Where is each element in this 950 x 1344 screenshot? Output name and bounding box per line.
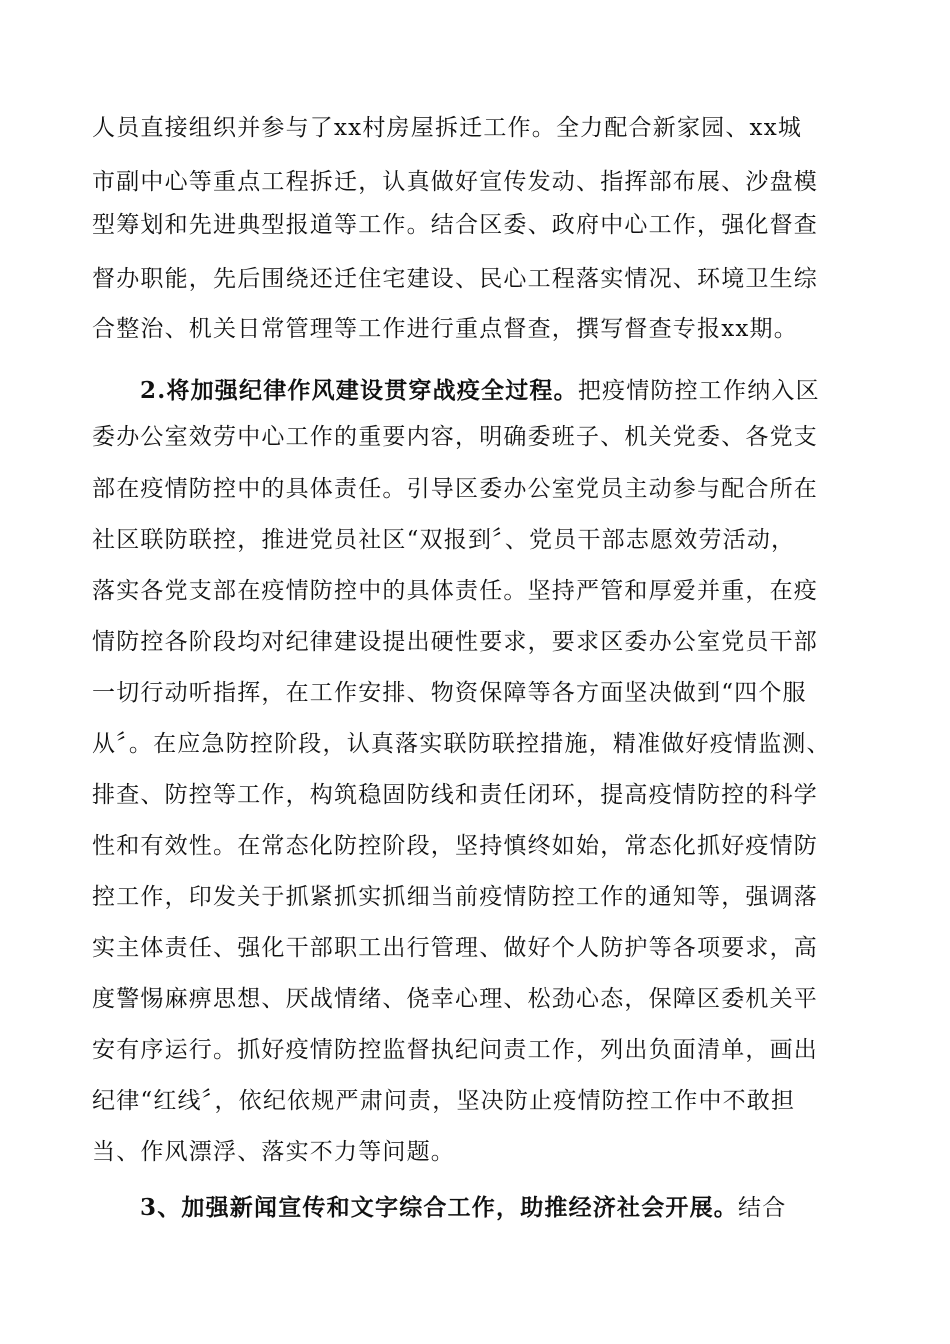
paragraph-2-line-8: 从〞。在应急防控阶段，认真落实联防联控措施，精准做好疫情监测、 [92, 731, 831, 757]
paragraph-2-line-15: 纪律“红线〞，依纪依规严肃问责，坚决防止疫情防控工作中不敢担 [92, 1088, 796, 1114]
paragraph-1-line-2: 市副中心等重点工程拆迁，认真做好宣传发动、指挥部布展、沙盘模 [92, 169, 818, 195]
paragraph-2-line-11: 控工作，印发关于抓紧抓实抓细当前疫情防控工作的通知等，强调落 [92, 884, 818, 910]
paragraph-2-line-7: 一切行动听指挥，在工作安排、物资保障等各方面坚决做到“四个服 [92, 680, 807, 706]
section-2-first-line-rest: 把疫情防控工作纳入区 [577, 378, 820, 404]
paragraph-3-line-1 [140, 1181, 920, 1235]
paragraph-1-line-3: 型筹划和先进典型报道等工作。结合区委、政府中心工作，强化督查 [92, 212, 818, 238]
paragraph-2-line-12: 实主体责任、强化干部职工出行管理、做好个人防护等各项要求，高 [92, 935, 818, 961]
paragraph-2-line-5: 落实各党支部在疫情防控中的具体责任。坚持严管和厚爱并重，在疫 [92, 578, 818, 604]
paragraph-2-line-6: 情防控各阶段均对纪律建设提出硬性要求，要求区委办公室党员干部 [92, 629, 818, 655]
paragraph-2-line-9: 排查、防控等工作，构筑稳固防线和责任闭环，提高疫情防控的科学 [92, 782, 818, 808]
paragraph-1-line-5: 合整治、机关日常管理等工作进行重点督查，撰写督查专报xx期。 [92, 316, 798, 342]
paragraph-2-line-14: 安有序运行。抓好疫情防控监督执纪问责工作，列出负面清单，画出 [92, 1037, 818, 1063]
paragraph-2-line-13: 度警惕麻痹思想、厌战情绪、侥幸心理、松劲心态，保障区委机关平 [92, 986, 818, 1012]
paragraph-2-line-4: 社区联防联控，推进党员社区“双报到〞、党员干部志愿效劳活动， [92, 527, 796, 553]
section-3-heading: 3、加强新闻宣传和文字综合工作，助推经济社会开展。 [140, 1194, 739, 1221]
paragraph-2-line-10: 性和有效性。在常态化防控阶段，坚持慎终如始，常态化抓好疫情防 [92, 833, 818, 859]
section-2-heading: 2.将加强纪律作风建设贯穿战疫全过程。 [140, 377, 578, 404]
paragraph-2-line-3: 部在疫情防控中的具体责任。引导区委办公室党员主动参与配合所在 [92, 476, 818, 502]
paragraph-2-line-2: 委办公室效劳中心工作的重要内容，明确委班子、机关党委、各党支 [92, 424, 818, 450]
paragraph-1-line-4: 督办职能，先后围绕还迁住宅建设、民心工程落实情况、环境卫生综 [92, 266, 818, 292]
paragraph-2-line-16: 当、作风漂浮、落实不力等问题。 [92, 1139, 455, 1165]
paragraph-1-line-1: 人员直接组织并参与了xx村房屋拆迁工作。全力配合新家园、xx城 [92, 115, 803, 141]
section-3-first-line-rest: 结合 [738, 1195, 787, 1221]
